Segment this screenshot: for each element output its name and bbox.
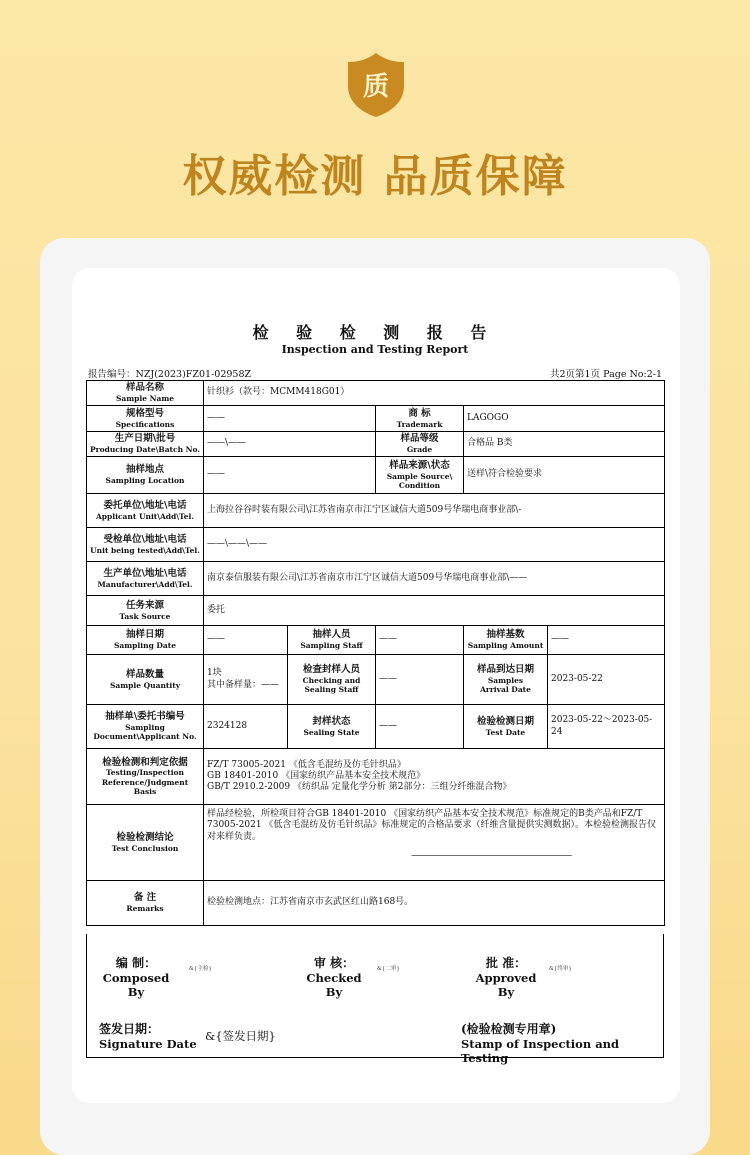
document-no-value: 2324128 [204,705,288,749]
manufacturer-value: 南京泰信服装有限公司\江苏省南京市江宁区诚信大道509号华瑞电商事业部\—— [204,562,665,596]
approved-by: 批 准： Approved By [475,956,537,999]
arrival-date-label: 样品到达日期 Samples Arrival Date [464,655,548,705]
conclusion-label: 检验检测结论 Test Conclusion [87,805,204,881]
table-row [87,406,665,432]
sampling-location-label: 抽样地点 Sampling Location [87,457,204,494]
table-row [87,457,665,494]
applicant-value: 上海拉谷谷时装有限公司\江苏省南京市江宁区诚信大道509号华瑞电商事业部\- [204,494,665,528]
remarks-value: 检验检测地点：江苏省南京市玄武区红山路168号。 [204,881,665,926]
table-row [87,494,665,528]
sampling-location-value: —— [204,457,376,494]
remarks-label: 备 注 Remarks [87,881,204,926]
manufacturer-label: 生产单位\地址\电话 Manufacturer\Add\Tel. [87,562,204,596]
arrival-date-value: 2023-05-22 [548,655,665,705]
reference-line: GB 18401-2010 《国家纺织产品基本安全技术规范》 [207,770,426,781]
approved-tag: &{终审} [549,966,572,972]
table-row [87,596,665,626]
test-date-label: 检验检测日期 Test Date [464,705,548,749]
table-row [87,528,665,562]
page-info: 共2页第1页 Page No:2-1 [550,369,662,380]
test-date-value: 2023-05-22～2023-05-24 [548,705,665,749]
reference-value [204,749,665,805]
sampling-date-value: —— [204,626,288,655]
document-no-label: 抽样单\委托书编号 Sampling Document\Applicant No. [87,705,204,749]
unit-tested-label: 受检单位\地址\电话 Unit being tested\Add\Tel. [87,528,204,562]
table-row [87,562,665,596]
sampling-staff-label: 抽样人员 Sampling Staff [288,626,376,655]
sample-quantity-label: 样品数量 Sample Quantity [87,655,204,705]
table-row [87,432,665,457]
checking-staff-label: 检查封样人员 Checking and Sealing Staff [288,655,376,705]
composed-tag: &{主检} [189,966,212,972]
sample-name-value: 针织衫（款号：MCMM418G01） [204,381,665,406]
sample-name-label: 样品名称 Sample Name [87,381,204,406]
conclusion-value: 样品经检验，所检项目符合GB 18401-2010 《国家纺织产品基本安全技术规范》标准规定的B类产品和FZ/T 73005-2021 《低含毛混纺及仿毛针织品》标准规定的合格品要求（纤维含量提供实测数据）。本检验检测报告仅对来样负责。 ———————————————————— [204,805,665,881]
table-row [87,749,665,805]
report-table [86,380,665,926]
signature-block [86,934,664,1065]
producing-date-value: ——\—— [204,432,376,457]
signature-date-value: &{签发日期} [205,1029,276,1043]
conclusion-end-line: ———————————————————— [411,850,572,861]
trademark-value: LAGOGO [464,406,665,432]
reference-label: 检验检测和判定依据 Testing/Inspection Reference/Judgment Basis [87,749,204,805]
signature-date-label: 签发日期： Signature Date [99,1022,197,1051]
table-row [87,705,665,749]
headline: 权威检测 品质保障 [182,151,568,202]
sampling-amount-value: —— [548,626,665,655]
grade-label: 样品等级 Grade [376,432,464,457]
trademark-label: 商 标 Trademark [376,406,464,432]
sampling-date-label: 抽样日期 Sampling Date [87,626,204,655]
sealing-state-value: —— [376,705,464,749]
table-row [87,805,665,881]
checking-staff-value: —— [376,655,464,705]
reference-line: FZ/T 73005-2021 《低含毛混纺及仿毛针织品》 [207,759,406,770]
report-number: 报告编号：NZJ(2023)FZ01-02958Z [88,369,252,380]
unit-tested-value: ——\——\—— [204,528,665,562]
sample-source-label: 样品来源\状态 Sample Source\ Condition [376,457,464,494]
table-row [87,626,665,655]
specifications-label: 规格型号 Specifications [87,406,204,432]
checked-by: 审 核： Checked By [306,956,362,999]
reference-line: GB/T 2910.2-2009 《纺织品 定量化学分析 第2部分：三组分纤维混合物》 [207,782,512,793]
producing-date-label: 生产日期\批号 Producing Date\Batch No. [87,432,204,457]
table-row [87,381,665,406]
stamp-label: (检验检测专用章) Stamp of Inspection and Testing [461,1022,620,1065]
sample-quantity-value: 1块 其中备样量：—— [204,655,288,705]
task-source-value: 委托 [204,596,665,626]
sample-source-value: 送样\符合检验要求 [464,457,665,494]
table-row [87,655,665,705]
composed-by: 编 制： Composed By [102,956,170,999]
specifications-value: —— [204,406,376,432]
sealing-state-label: 封样状态 Sealing State [288,705,376,749]
checked-tag: &{二审} [377,966,400,972]
table-row [87,881,665,926]
applicant-label: 委托单位\地址\电话 Applicant Unit\Add\Tel. [87,494,204,528]
badge-character: 质 [362,72,389,102]
report-title: 检 验 检 测 报 告 [252,323,498,342]
report-subtitle: Inspection and Testing Report [281,343,469,356]
sampling-amount-label: 抽样基数 Sampling Amount [464,626,548,655]
sampling-staff-value: —— [376,626,464,655]
task-source-label: 任务来源 Task Source [87,596,204,626]
grade-value: 合格品 B类 [464,432,665,457]
